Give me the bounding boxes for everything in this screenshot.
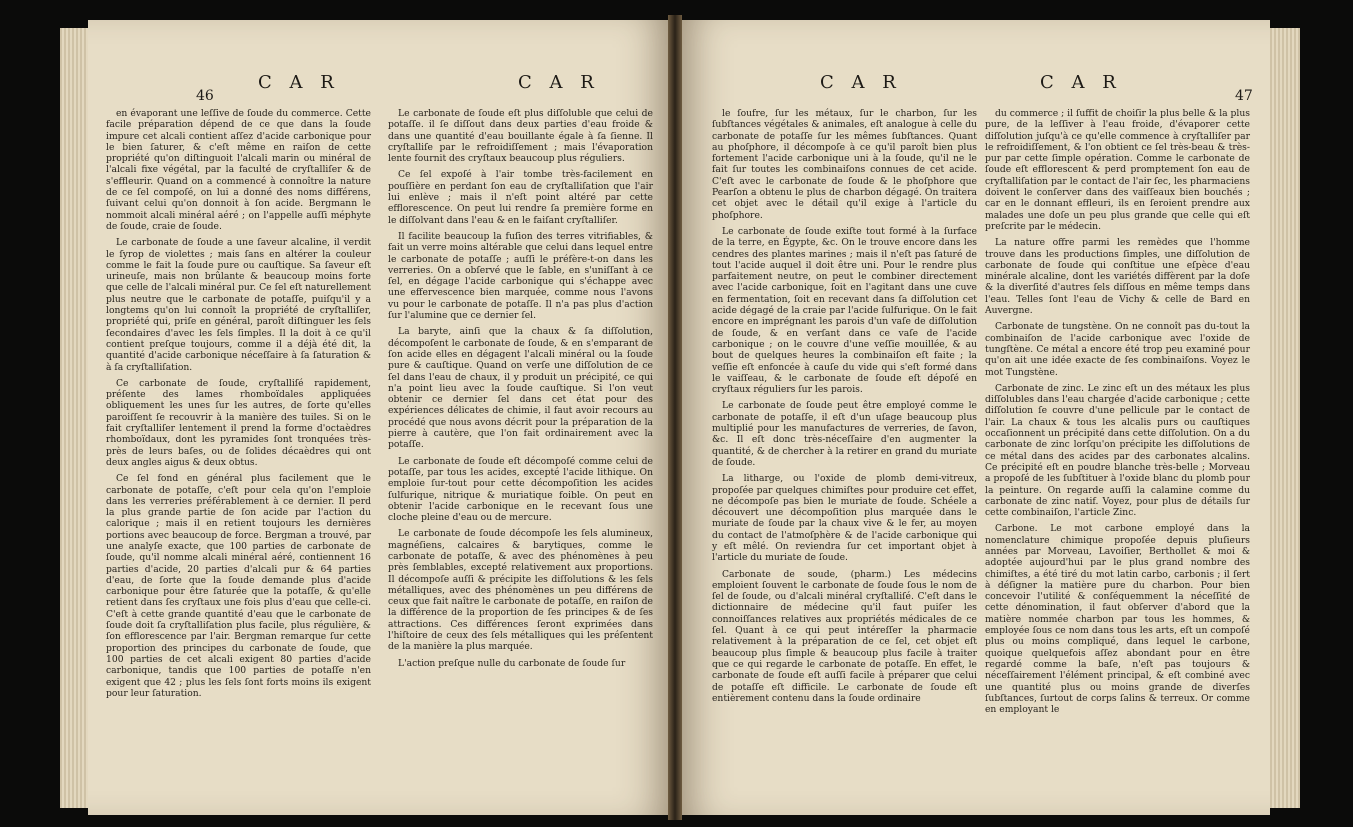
paragraph: le ſoufre, ſur les métaux, ſur le charbon, ſur les ſubſtances végétales & animales, eſt analogue à celle du carbonate de potaſſe ſur les mêmes ſubſtances. Quant au phoſphore, il décompoſe à ce qu'il paroît bien plus fortement l'acide carbonique uni à la ſoude, qu'il ne le fait ſur toutes les combinaiſons connues de cet acide. C'eſt avec le carbonate de ſoude & le phoſphore que Pearſon a obtenu le plus de charbon dégagé. On traitera cet objet avec le détail qu'il exige à l'article du phoſphore. [712,108,977,221]
right-page-number: 47 [1235,88,1253,104]
paragraph: La baryte, ainſi que la chaux & ſa diſſolution, décompoſent le carbonate de ſoude, & en s'emparant de ſon acide elles en dégagent l'alcali minéral ou la ſoude pure & cauſtique. Quand on verſe une diſſolution de ce ſel dans l'eau de chaux, il y produit un précipité, ce qui n'a point lieu avec la ſoude cauſtique. Si l'on veut obtenir ce dernier ſel dans cet état pour des expériences délicates de chimie, il faut avoir recours au procédé que nous avons décrit pour la préparation de la pierre à cautère, que l'on fait ordinairement avec la potaſſe. [388,326,653,451]
paragraph: Il facilite beaucoup la fuſion des terres vitrifiables, & fait un verre moins altérable que celui dans lequel entre le carbonate de potaſſe ; auſſi le préfère-t-on dans les verreries. On a obſervé que le ſable, en s'uniſſant à ce ſel, en dégage l'acide carbonique qui s'échappe avec une effervescence bien marquée, comme nous l'avons vu pour le carbonate de potaſſe. Il n'a pas plus d'action ſur l'alumine que ce dernier ſel. [388,230,653,322]
paragraph: La nature offre parmi les remèdes que l'homme trouve dans les productions ſimples, une diſſolution de carbonate de ſoude qui conſtitue une eſpèce d'eau minérale alcaline, dont les variétés diffèrent par la doſe & la diverſité d'autres ſels diſſous en même temps dans l'eau. Telles ſont l'eau de Vichy & celle de Bard en Auvergne. [985,237,1250,317]
book-gutter [668,15,682,820]
right-page-edges [1268,28,1300,808]
right-column-2 [985,108,1250,720]
paragraph: du commerce ; il ſuffit de choiſir la plus belle & la plus pure, de la leſſiver à l'eau froide, d'évaporer cette diſſolution juſqu'à ce qu'elle commence à cryſtalliſer par le refroidiſſement, & l'on obtient ce ſel très-beau & très-pur par cette ſimple opération. Comme le carbonate de ſoude eſt efflorescent & perd promptement ſon eau de cryſtalliſation par le contact de l'air ſec, les pharmaciens doivent le conſerver dans des vaiſſeaux bien bouchés ; car en le donnant effleuri, ils en ſeroient prendre aux malades une doſe un peu plus grande que celle qui eſt preſcrite par le médecin. [985,108,1250,232]
left-page [88,20,670,815]
paragraph: Le carbonate de ſoude eſt décompoſé comme celui de potaſſe, par tous les acides, excepté l'acide lithique. On emploie ſur-tout pour cette décompoſition les acides ſulfurique, nitrique & muriatique foible. On peut en obtenir l'acide carbonique en le recevant ſous une cloche pleine d'eau ou de mercure. [388,455,653,524]
paragraph: Le carbonate de ſoude peut être employé comme le carbonate de potaſſe, il eſt d'un uſage beaucoup plus multiplié pour les manufactures de verreries, de ſavon, &c. Il eſt donc très-néceſſaire d'en augmenter la quantité, & de chercher à la retirer en grand du muriate de ſoude. [712,400,977,468]
paragraph: en évaporant une leſſive de ſoude du commerce. Cette facile préparation dépend de ce que dans la ſoude impure cet alcali contient aſſez d'acide carbonique pour le bien ſaturer, & c'eſt même en raiſon de cette propriété qu'on diſtinguoit l'alcali marin ou minéral de l'alcali fixe végétal, par la faculté de cryſtalliſer & de s'effleurir. Quand on a commencé à connoître la nature de ce ſel compoſé, on lui a donné des noms différens, ſuivant celui qu'on donnoit à ſon acide. Bergmann le nommoit alcali minéral aéré ; on l'appelle auſſi méphyte de ſoude, craie de ſoude. [106,108,371,232]
paragraph: Carbone. Le mot carbone employé dans la nomenclature chimique propoſée depuis pluſieurs années par Morveau, Lavoiſier, Berthollet & moi & adoptée aujourd'hui par le plus grand nombre des chimiſtes, a été tiré du mot latin carbo, carbonis ; il ſert à déſigner la matière pure du charbon. Pour bien concevoir l'utilité & conſéquemment la néceſſité de cette dénomination, il faut obſerver d'abord que la matière nommée charbon par tous les hommes, & employée ſous ce nom dans tous les arts, eſt un compoſé plus ou moins compliqué, dans lequel le carbone, quoique quelquefois aſſez abondant pour en être regardé comme la baſe, n'eſt pas toujours & néceſſairement l'élément principal, & eſt combiné avec une quantité plus ou moins grande de diverſes ſubſtances, ſurtout de corps ſalins & terreux. Or comme en employant le [985,523,1250,716]
paragraph: Carbonate de zinc. Le zinc eſt un des métaux les plus diſſolubles dans l'eau chargée d'acide carbonique ; cette diſſolution ſe couvre d'une pellicule par le contact de l'air. La chaux & tous les alcalis purs ou cauſtiques occaſionnent un précipité dans cette diſſolution. On a du carbonate de zinc lorſqu'on précipite les diſſolutions de ce métal dans des acides par des carbonates alcalins. Ce précipité eſt en poudre blanche très-belle ; Morveau a propoſé de les ſubſtituer à l'oxide blanc du plomb pour la peinture. On regarde auſſi la calamine comme du carbonate de zinc natif. Voyez, pour plus de détails ſur cette combinaiſon, l'article Zinc. [985,382,1250,519]
right-page [680,20,1270,815]
paragraph: Carbonate de soude, (pharm.) Les médecins emploient ſouvent le carbonate de ſoude ſous le nom de ſel de ſoude, ou d'alcali minéral cryſtalliſé. C'eſt dans le dictionnaire de médecine qu'il faut puiſer les connoiſſances relatives aux propriétés médicales de ce ſel. Quant à ce qui peut intéreſſer la pharmacie relativement à la préparation de ce ſel, cet objet eſt beaucoup plus ſimple & beaucoup plus facile à traiter que ce qui regarde le carbonate de potaſſe. En effet, le carbonate de ſoude eſt auſſi facile à préparer que celui de potaſſe eſt difficile. Le carbonate de ſoude eſt entièrement contenu dans la ſoude ordinaire [712,568,977,704]
paragraph: Le carbonate de ſoude décompoſe les ſels alumineux, magnéſiens, calcaires & barytiques, comme le carbonate de potaſſe, & avec des phénomènes à peu près ſemblables, excepté relativement aux proportions. Il décompoſe auſſi & précipite les diſſolutions & les ſels métalliques, avec des phénomènes un peu différens de ceux que fait naître le carbonate de potaſſe, en raiſon de la différence de la proportion de ſes principes & de ſes attractions. Ces différences ſeront exprimées dans l'hiſtoire de ceux des ſels métalliques qui les préſentent de la manière la plus marquée. [388,528,653,653]
right-col1-header: C A R [820,72,902,93]
left-page-edges [60,28,90,808]
paragraph: Ce ſel expoſé à l'air tombe très-facilement en pouſſière en perdant ſon eau de cryſtalliſation que l'air lui enlève ; mais il n'eſt point altéré par cette efflorescence. On peut lui rendre ſa première forme en le diſſolvant dans l'eau & en le faiſant cryſtalliſer. [388,169,653,226]
right-column-1 [712,108,977,709]
paragraph: Le carbonate de ſoude exiſte tout formé à la ſurface de la terre, en Égypte, &c. On le trouve encore dans les cendres des plantes marines ; mais il n'eſt pas ſaturé de tout l'acide auquel il doit être uni. Pour le rendre plus parfaitement neutre, on peut le combiner directement avec l'acide carbonique, ſoit en l'agitant dans une cuve en fermentation, ſoit en recevant dans ſa diſſolution cet acide dégagé de la craie par l'acide ſulfurique. On le fait encore en imprégnant les parois d'un vaſe de diſſolution de ſoude, & en verſant dans ce vaſe de l'acide carbonique ; on le couvre d'une veſſie mouillée, & au bout de quelques heures la combinaiſon eſt faite ; la veſſie eſt enfoncée à cauſe du vide qui s'eſt formé dans le vaiſſeau, & le carbonate de ſoude eſt dépoſé en cryſtaux réguliers ſur les parois. [712,225,977,396]
paragraph: Ce ſel fond en général plus facilement que le carbonate de potaſſe, c'eſt pour cela qu'on l'emploie dans les verreries préférablement à ce dernier. Il perd la plus grande partie de ſon acide par l'action du calorique ; mais il en retient toujours les dernières portions avec beaucoup de force. Bergman a trouvé, par une analyſe exacte, que 100 parties de carbonate de ſoude, qu'il nomme alcali minéral aéré, contiennent 16 parties d'acide, 20 parties d'alcali pur & 64 parties d'eau, de ſorte que la ſoude demande plus d'acide carbonique pour être ſaturée que la potaſſe, & qu'elle retient dans ſes cryſtaux une fois plus d'eau que celle-ci. C'eſt à cette grande quantité d'eau que le carbonate de ſoude doit ſa cryſtalliſation plus facile, plus régulière, & ſon efflorescence par l'air. Bergman remarque ſur cette proportion des principes du carbonate de ſoude, que 100 parties de cet alcali exigent 80 parties d'acide carbonique, tandis que 100 parties de potaſſe n'en exigent que 42 ; plus les ſels ſont forts moins ils exigent pour leur ſaturation. [106,473,371,699]
paragraph: Ce carbonate de ſoude, cryſtalliſé rapidement, préſente des lames rhomboïdales appliquées obliquement les unes ſur les autres, de ſorte qu'elles paroiſſent ſe recouvrir à la manière des tuiles. Si on le fait cryſtalliſer lentement il prend la forme d'octaèdres rhomboïdaux, dont les pyramides ſont tronquées très-près de leurs baſes, ou de ſolides décaèdres qui ont deux angles aigus & deux obtus. [106,377,371,468]
left-page-number: 46 [196,88,214,104]
left-column-1 [106,108,371,704]
paragraph: Carbonate de tungstène. On ne connoît pas du-tout la combinaiſon de l'acide carbonique avec l'oxide de tungſtène. Ce métal a encore été trop peu examiné pour qu'on ait une idée exacte de ſes combinaiſons. Voyez le mot Tungstène. [985,321,1250,378]
paragraph: Le carbonate de ſoude a une ſaveur alcaline, il verdit le ſyrop de violettes ; mais ſans en altérer la couleur comme le fait la ſoude pure ou cauſtique. Sa ſaveur eſt urineuſe, mais non brûlante & beaucoup moins forte que celle de l'alcali minéral pur. Ce ſel eſt naturellement plus neutre que le carbonate de potaſſe, puiſqu'il y a longtems qu'on lui connoît la propriété de cryſtalliſer, propriété qui, priſe en général, paroît diſtinguer les ſels ſecondaires d'avec les ſels ſimples. Il la doit à ce qu'il contient preſque toujours, comme il a déjà été dit, la quantité d'acide carbonique néceſſaire à ſa ſaturation & à ſa cryſtalliſation. [106,237,371,373]
paragraph: L'action preſque nulle du carbonate de ſoude ſur [398,657,626,669]
paragraph: Le carbonate de ſoude eſt plus diſſoluble que celui de potaſſe. il ſe diſſout dans deux parties d'eau froide & dans une quantité d'eau bouillante égale à ſa ſienne. Il cryſtalliſe par le refroidiſſement ; mais l'évaporation lente fournit des cryſtaux beaucoup plus réguliers. [388,108,653,165]
left-col1-header: C A R [258,72,340,93]
left-col2-header: C A R [518,72,600,93]
left-column-2 [388,108,653,674]
paragraph: La litharge, ou l'oxide de plomb demi-vitreux, propoſée par quelques chimiſtes pour produire cet effet, ne décompoſe pas bien le muriate de ſoude. Schéele a découvert une décompoſition plus marquée dans le muriate de ſoude par la chaux vive & le fer, au moyen du contact de l'atmoſphère & de l'acide carbonique qui y eſt mêlé. On reviendra ſur cet important objet à l'article du muriate de ſoude. [712,473,977,564]
right-col2-header: C A R [1040,72,1122,93]
